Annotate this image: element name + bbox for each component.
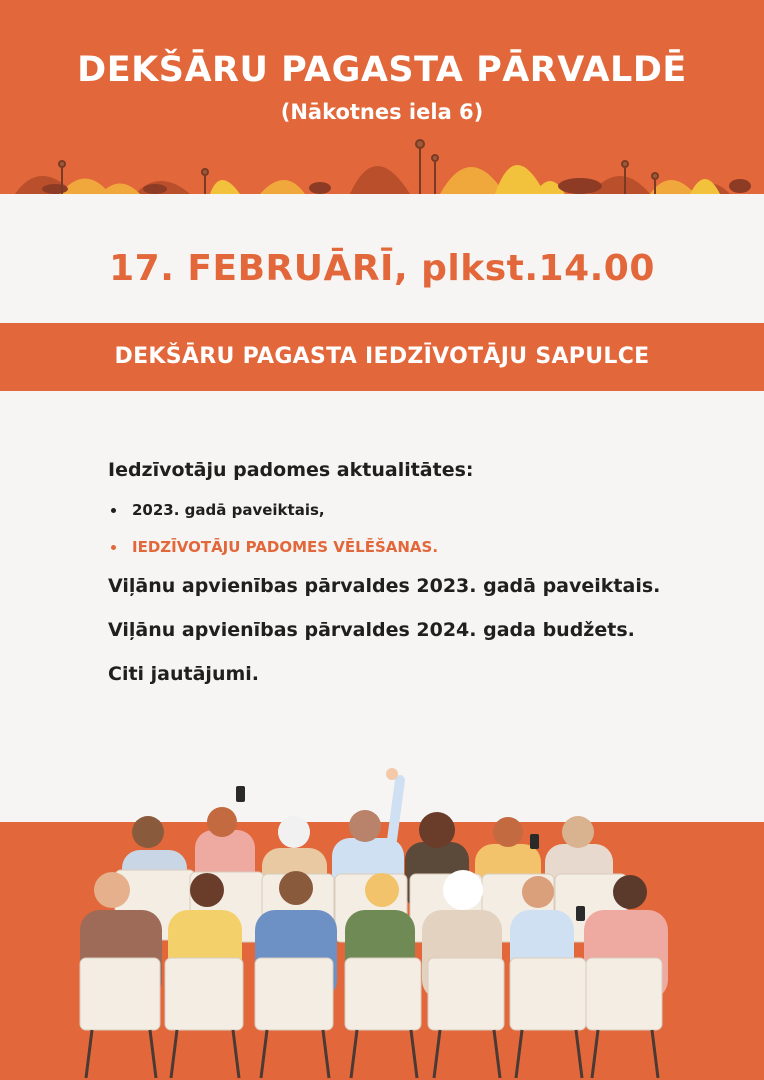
event-datetime: 17. FEBRUĀRĪ, plkst.14.00 [109, 248, 655, 289]
agenda-item: Citi jautājumi. [108, 663, 259, 685]
venue-address: (Nākotnes iela 6) [280, 100, 484, 124]
agenda [108, 459, 748, 707]
agenda-item: Viļānu apvienības pārvaldes 2024. gada budžets. [108, 619, 635, 641]
agenda-subitem: 2023. gadā paveiktais, [108, 501, 748, 519]
event-banner [0, 323, 764, 391]
audience-illustration [0, 760, 764, 1080]
agenda-item: Viļānu apvienības pārvaldes 2023. gadā paveiktais. [108, 575, 661, 597]
event-title: DEKŠĀRU PAGASTA IEDZĪVOTĀJU SAPULCE [114, 344, 650, 369]
agenda-subitem-highlight: IEDZĪVOTĀJU PADOMES VĒLĒŠANAS. [108, 538, 748, 556]
agenda-sublist [108, 501, 748, 556]
venue-title: DEKŠĀRU PAGASTA PĀRVALDĒ [77, 50, 687, 90]
agenda-heading: Iedzīvotāju padomes aktualitātes: [108, 459, 474, 481]
autumn-leaves-illustration [0, 128, 764, 194]
header-banner [0, 0, 764, 194]
